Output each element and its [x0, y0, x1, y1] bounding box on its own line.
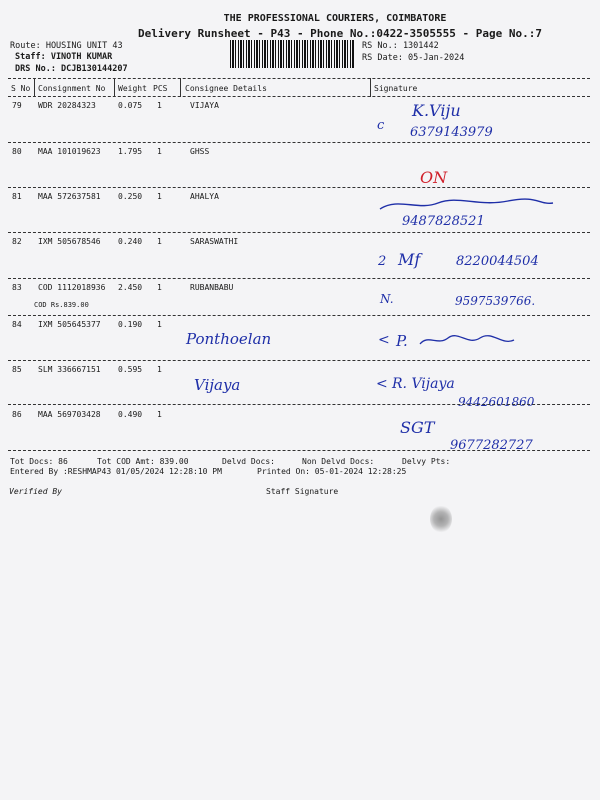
row-weight: 0.190: [118, 320, 143, 329]
signature: P.: [396, 332, 408, 350]
row-weight: 0.490: [118, 410, 143, 419]
staff-signature-label: Staff Signature: [266, 487, 339, 496]
row-weight: 0.250: [118, 192, 143, 201]
row-divider: [8, 360, 590, 361]
row-pcs: 1: [157, 283, 162, 292]
ink-smudge: [430, 505, 452, 533]
col-header-weight: Weight: [118, 84, 147, 93]
divider: [8, 96, 590, 97]
total-docs: Tot Docs: 86: [10, 457, 68, 466]
row-divider: [8, 142, 590, 143]
row-sno: 83: [12, 283, 22, 292]
drs-number: DRS No.: DCJB130144207: [15, 64, 128, 74]
row-divider: [8, 450, 590, 451]
delivery-stamp: ON: [420, 168, 448, 187]
company-title: THE PROFESSIONAL COURIERS, COIMBATORE: [223, 13, 447, 24]
row-consignee: AHALYA: [190, 192, 219, 201]
col-header-pcs: PCS: [153, 84, 168, 93]
barcode-icon: [230, 40, 354, 68]
signature-phone: 9677282727: [450, 438, 533, 453]
row-consignee: SARASWATHI: [190, 237, 239, 246]
row-consignment: IXM 505645377: [38, 320, 101, 329]
signature-phone: 9597539766.: [455, 294, 536, 308]
entered-by: Entered By :RESHMAP43 01/05/2024 12:28:10 PM: [10, 467, 222, 476]
row-sno: 80: [12, 147, 22, 156]
row-sno: 82: [12, 237, 22, 246]
column-divider: [370, 78, 371, 97]
signature: N.: [380, 292, 394, 306]
row-sno: 84: [12, 320, 22, 329]
signature-scribble-icon: [418, 332, 518, 350]
row-consignee: GHSS: [190, 147, 210, 156]
signature-mark: <: [376, 376, 388, 392]
signature-scribble-icon: [378, 195, 558, 215]
printed-on: Printed On: 05-01-2024 12:28:25: [257, 467, 407, 476]
row-pcs: 1: [157, 237, 162, 246]
route-label: Route: HOUSING UNIT 43: [10, 41, 123, 51]
row-pcs: 1: [157, 410, 162, 419]
total-cod-amount: Tot COD Amt: 839.00: [97, 457, 189, 466]
row-pcs: 1: [157, 192, 162, 201]
signature: Mf: [398, 250, 421, 269]
column-divider: [180, 78, 181, 97]
row-divider: [8, 315, 590, 316]
signature: SGT: [400, 418, 435, 437]
row-pcs: 1: [157, 101, 162, 110]
rs-number: RS No.: 1301442: [362, 41, 439, 51]
consignee-handwritten: Vijaya: [194, 376, 241, 394]
row-pcs: 1: [157, 320, 162, 329]
runsheet-subtitle: Delivery Runsheet - P43 - Phone No.:0422-3505555 - Page No.:7: [138, 27, 542, 40]
signature-mark: c: [377, 118, 385, 133]
consignee-handwritten: Ponthoelan: [186, 330, 272, 348]
delivery-points: Delvy Pts:: [402, 457, 451, 466]
col-header-sno: S No: [11, 84, 31, 93]
row-consignment: MAA 101019623: [38, 147, 101, 156]
row-weight: 1.795: [118, 147, 143, 156]
signature-phone: 9487828521: [402, 214, 485, 229]
row-weight: 2.450: [118, 283, 143, 292]
signature: K.Viju: [412, 101, 461, 120]
col-header-consignee: Consignee Details: [185, 84, 267, 93]
verified-by-label: Verified By: [9, 487, 62, 496]
signature-phone: 6379143979: [410, 125, 493, 140]
row-pcs: 1: [157, 365, 162, 374]
non-delivered-docs: Non Delvd Docs:: [302, 457, 375, 466]
cod-amount: COD Rs.839.00: [34, 301, 89, 309]
row-weight: 0.240: [118, 237, 143, 246]
divider: [8, 78, 590, 79]
row-consignment: WDR 20284323: [38, 101, 96, 110]
row-divider: [8, 187, 590, 188]
row-divider: [8, 232, 590, 233]
row-weight: 0.075: [118, 101, 143, 110]
row-weight: 0.595: [118, 365, 143, 374]
row-sno: 85: [12, 365, 22, 374]
row-consignment: IXM 505678546: [38, 237, 101, 246]
row-consignee: RUBANBABU: [190, 283, 234, 292]
row-consignee: VIJAYA: [190, 101, 219, 110]
row-consignment: SLM 336667151: [38, 365, 101, 374]
row-sno: 86: [12, 410, 22, 419]
row-sno: 79: [12, 101, 22, 110]
delivered-docs: Delvd Docs:: [222, 457, 275, 466]
row-consignment: COD 1112018936: [38, 283, 106, 292]
rs-date: RS Date: 05-Jan-2024: [362, 53, 465, 63]
signature-mark: 2: [378, 254, 387, 269]
column-divider: [34, 78, 35, 97]
row-consignment: MAA 569703428: [38, 410, 101, 419]
signature: R. Vijaya: [392, 376, 455, 392]
row-sno: 81: [12, 192, 22, 201]
signature-phone: 8220044504: [456, 254, 539, 269]
row-divider: [8, 404, 590, 405]
row-consignment: MAA 572637581: [38, 192, 101, 201]
col-header-consignment: Consignment No: [38, 84, 106, 93]
row-pcs: 1: [157, 147, 162, 156]
column-divider: [114, 78, 115, 97]
signature-mark: <: [378, 332, 390, 348]
col-header-signature: Signature: [374, 84, 418, 93]
signature-phone: 9442601860: [458, 395, 535, 409]
row-divider: [8, 278, 590, 279]
staff-label: Staff: VINOTH KUMAR: [15, 52, 113, 62]
